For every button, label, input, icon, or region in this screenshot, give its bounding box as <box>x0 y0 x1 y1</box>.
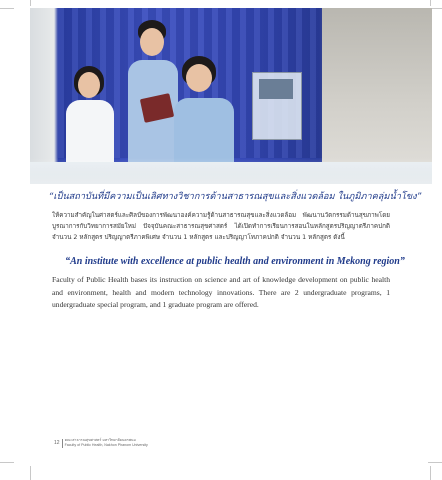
crop-mark <box>0 8 14 9</box>
footer-line-thai: คณะสาธารณสุขศาสตร์ มหาวิทยาลัยนครพนม <box>64 438 136 443</box>
thai-heading: “เป็นสถาบันที่มีความเป็นเลิศทางวิชาการด้านสาธารณสุขและสิ่งแวดล้อม ในภูมิภาคลุ่มน้ำโขง” <box>48 191 422 202</box>
thai-paragraph: ให้ความสำคัญในศาสตร์และศิลป์ของการพัฒนาองค์ความรู้ด้านสาธารณสุขและสิ่งแวดล้อม พัฒนานวัตกรรมด้านสุขภาพโดยบูรณาการกับวิทยาการสมัยใหม่ ปัจจุบันคณะสาธารณสุขศาสตร์ ได้เปิดทำการเรียนการสอนในหลักสูตรปริญญาตรีภาคปกติ จำนวน 2 หลักสูตร ปริญญาตรีภาคพิเศษ จำนวน 1 หลักสูตร และปริญญาโทภาคปกติ จำนวน 1 หลักสูตร ดังนี้ <box>52 212 390 241</box>
lab-equipment <box>252 72 302 140</box>
crop-mark <box>430 466 431 480</box>
english-heading: “An institute with excellence at public health and environment in Mekong region” <box>65 256 405 267</box>
crop-mark <box>428 462 442 463</box>
crop-mark <box>0 462 14 463</box>
crop-mark <box>430 0 431 6</box>
hero-photo <box>30 8 432 184</box>
footer-text-block <box>65 438 148 447</box>
page-footer <box>54 436 148 450</box>
crop-mark <box>30 466 31 480</box>
english-paragraph: Faculty of Public Health bases its instruction on science and art of knowledge development on public health and environment, health and modern technology innovations. There are 2 undergraduate programs, 1 undergraduate special program, and 1 graduate program are offered. <box>52 275 390 309</box>
footer-divider <box>62 439 63 448</box>
crop-mark <box>30 0 31 6</box>
footer-line-english: Faculty of Public Health, Nakhon Phanom University <box>64 443 148 447</box>
page-number: 12 <box>54 440 60 446</box>
